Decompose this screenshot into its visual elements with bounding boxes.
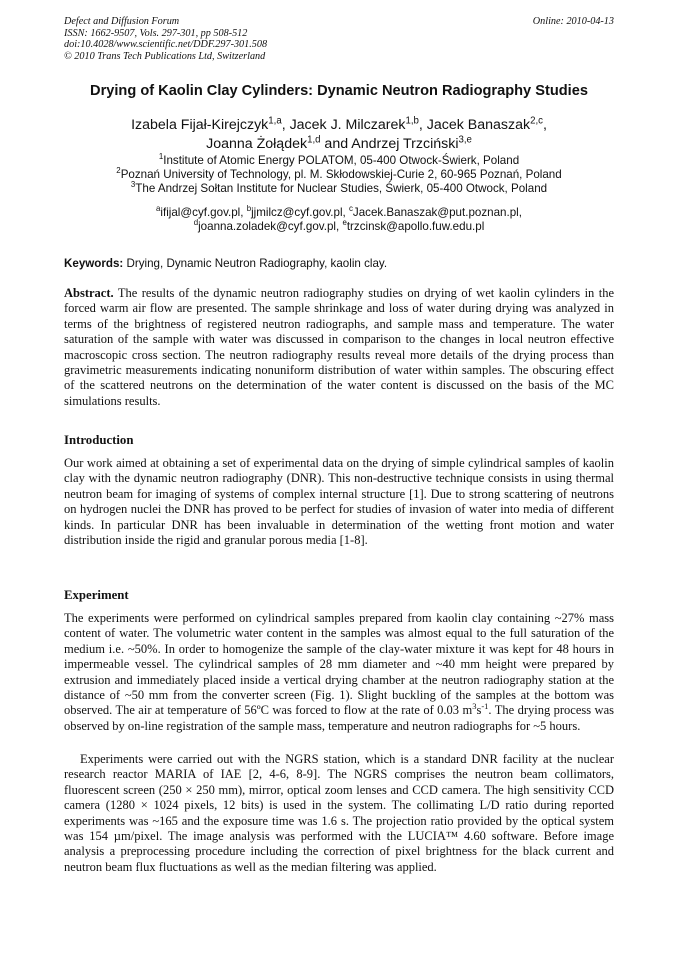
- experiment-text: s: [476, 703, 482, 718]
- author-separator: ,: [542, 117, 547, 133]
- author-name: and Andrzej Trzciński: [320, 135, 459, 152]
- issn-line: ISSN: 1662-9507, Vols. 297-301, pp 508-512: [64, 27, 248, 39]
- superscript: 3: [472, 701, 477, 712]
- email-mark: e: [342, 218, 347, 228]
- affiliation: [40, 182, 638, 196]
- journal-header: [64, 16, 267, 62]
- paper-title: Drying of Kaolin Clay Cylinders: Dynamic Neutron Radiography Studies: [90, 83, 588, 99]
- email-address[interactable]: Jacek.Banaszak@put.poznan.pl,: [352, 206, 522, 219]
- abstract-label: Abstract.: [64, 286, 114, 300]
- email-address[interactable]: trzcinsk@apollo.fuw.edu.pl: [346, 220, 485, 234]
- copyright-line: © 2010 Trans Tech Publications Ltd, Switzerland: [64, 50, 266, 62]
- author-name: , Jacek Banaszak: [418, 117, 531, 133]
- affil-number: 2: [116, 166, 121, 176]
- author-affil-mark: 2,c: [530, 115, 543, 127]
- email-mark: a: [156, 204, 161, 214]
- experiment-paragraph-2: Experiments were carried out with the NGRS station, which is a standard DNR facility at the nuclear research reactor MARIA of IAE [2, 4-6, 8-9]. The NGRS comprises the neutron beam collimators, fluorescent screen (250 × 250 mm), mirror, optical zoom lenses and CCD camera. The high sensitivity CCD camera (1280 × 1024 pixels, 12 bits) is used in the system. The collimating L/D ratio during reported experiments was ~165 and the exposure time was 1.6 s. The projection ratio provided by the optical system was 154 µm/pixel. The image analysis was performed with the LUCIA™ 4.60 software. Before image analysis a preprocessing procedure including the correction of pixel brightness for the black current and neutron beam flux fluctuations as well as the median filtering was applied.: [64, 752, 614, 874]
- affil-number: 3: [130, 180, 136, 190]
- affil-number: 1: [158, 152, 164, 162]
- keywords-text: Drying, Dynamic Neutron Radiography, kaolin clay.: [123, 257, 388, 270]
- affiliation: [40, 154, 638, 168]
- email-address[interactable]: ifijal@cyf.gov.pl,: [160, 206, 247, 219]
- keywords: [64, 257, 387, 270]
- email-mark: c: [348, 204, 353, 214]
- affiliation: [40, 168, 638, 182]
- author-affil-mark: 3,e: [458, 133, 472, 145]
- email-list: [40, 206, 638, 234]
- author-list: [60, 116, 618, 153]
- author-name: Izabela Fijał-Kirejczyk: [131, 117, 269, 133]
- affil-text: The Andrzej Sołtan Institute for Nuclear Studies, Świerk, 05-400 Otwock, Poland: [135, 182, 548, 196]
- affil-text: Poznań University of Technology, pl. M. Skłodowskiej-Curie 2, 60-965 Poznań, Poland: [120, 168, 562, 182]
- abstract: [64, 286, 614, 409]
- introduction-paragraph: Our work aimed at obtaining a set of experimental data on the drying of simple cylindrical samples of kaolin clay with the dynamic neutron radiography (DNR). This non-destructive technique consists in using thermal neutron beam for imaging of systems of complex internal structure [1]. Due to strong scattering of neutrons on hydrogen nuclei the DNR has proved to be perfect for studies of invasion of water into media of different kinds. In particular DNR has been invaluable in determination of the wetting front motion and water distribution inside the rigid and granular porous media [1-8].: [64, 456, 614, 548]
- journal-name: Defect and Diffusion Forum: [64, 16, 180, 27]
- author-affil-mark: 1,a: [268, 115, 282, 127]
- doi-line: doi:10.4028/www.scientific.net/DDF.297-301.508: [64, 39, 268, 51]
- email-address[interactable]: jjmilcz@cyf.gov.pl,: [251, 206, 349, 219]
- affiliation-list: [40, 154, 638, 197]
- section-heading-introduction: Introduction: [64, 433, 134, 447]
- experiment-paragraph-1: [64, 611, 614, 734]
- abstract-text: The results of the dynamic neutron radiography studies on drying of wet kaolin cylinders in the forced warm air flow are presented. The sample shrinkage and loss of water during drying was analyzed in terms of the brightness of registered neutron radiographs, and sample mass and temperature. The water saturation of the sample with water was discussed in comparison to the changes in local neutron effective macroscopic cross section. The neutron radiography results reveal more details of the drying process than gravimetric measurements indicating nonuniform distribution of water within samples. The obscuring effect of the scattered neutrons on the determination of the water content is discussed on the basis of the MC simulations results.: [64, 286, 614, 408]
- email-mark: d: [193, 218, 199, 228]
- experiment-text: The experiments were performed on cylindrical samples prepared from kaolin clay containing ~27% mass content of water. The volumetric water content in the samples was almost equal to the full saturation of the medium i.e. ~50%. In order to homogenize the sample of the clay-water mixture it was kept for 48 hours in impermeable vessel. The cylindrical samples of 28 mm diameter and ~40 mm height were prepared by extrusion and immediately placed inside a vertical drying chamber at the neutron radiography station at the distance of ~50 mm from the converter screen (Fig. 1). Slight buckling of the samples at the bottom was observed. The air at temperature of 56ºC was forced to flow at the rate of 0.03 m: [64, 611, 614, 718]
- section-heading-experiment: Experiment: [64, 588, 129, 602]
- experiment-text: . The drying process was observed by on-line registration of the sample mass, temperature and neutron radiographs for ~5 hours.: [64, 703, 614, 733]
- author-affil-mark: 1,b: [405, 115, 419, 127]
- author-name: Joanna Żołądek: [206, 135, 308, 152]
- superscript: -1: [481, 701, 489, 712]
- email-mark: b: [246, 204, 252, 214]
- online-date: Online: 2010-04-13: [532, 16, 614, 27]
- affil-text: Institute of Atomic Energy POLATOM, 05-400 Otwock-Świerk, Poland: [163, 154, 520, 167]
- keywords-label: Keywords:: [64, 257, 124, 270]
- email-address[interactable]: joanna.zoladek@cyf.gov.pl,: [198, 220, 343, 234]
- author-affil-mark: 1,d: [307, 133, 321, 145]
- author-name: , Jacek J. Milczarek: [281, 117, 406, 133]
